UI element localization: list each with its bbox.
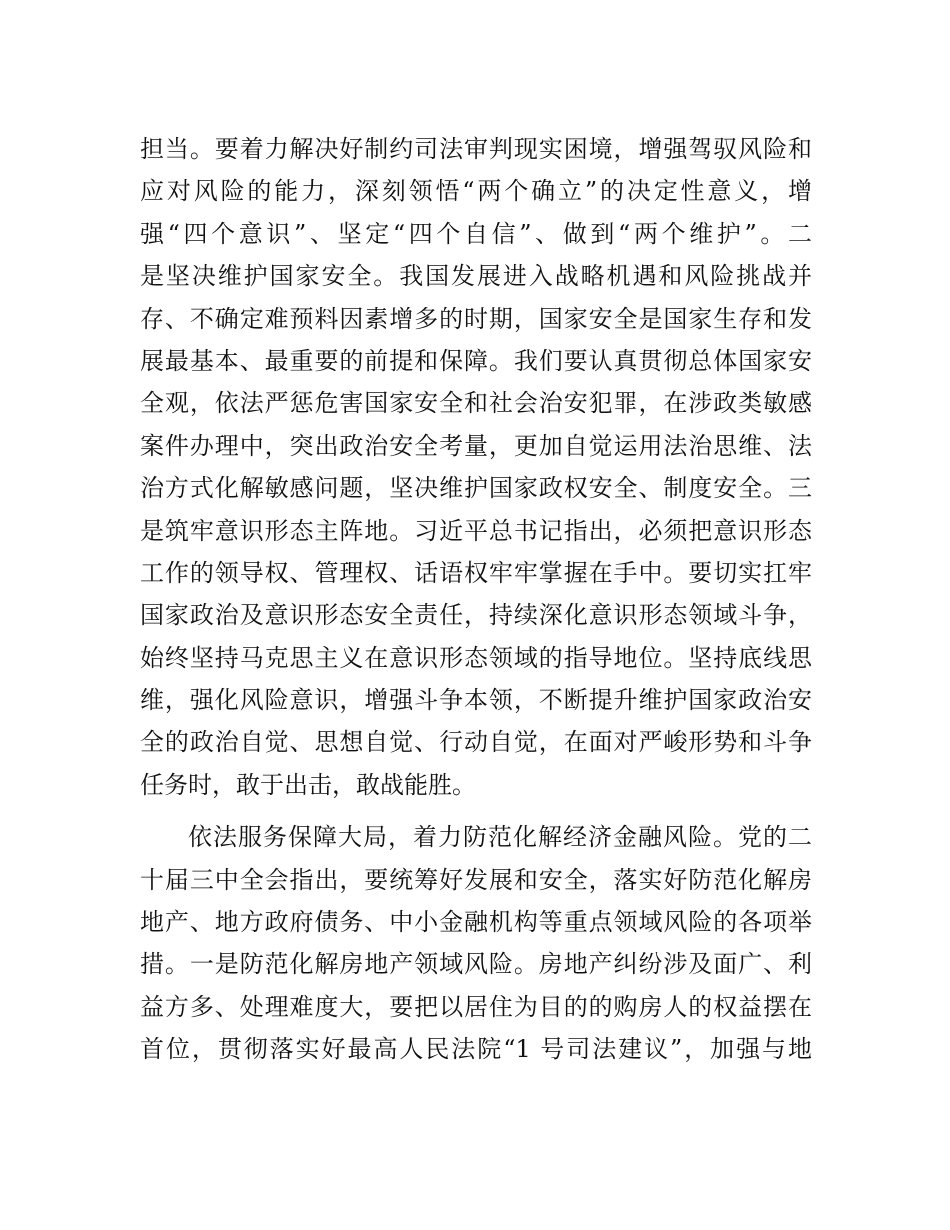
text-line: 十届三中全会指出，要统筹好发展和安全，落实好防范化解房: [140, 865, 812, 894]
text-line: 依法服务保障大局，着力防范化解经济金融风险。党的二: [188, 823, 812, 852]
text-line: 维，强化风险意识，增强斗争本领，不断提升维护国家政治安: [140, 686, 812, 715]
text-line: 是筑牢意识形态主阵地。习近平总书记指出，必须把意识形态: [140, 516, 812, 545]
text-line: 展最基本、最重要的前提和保障。我们要认真贯彻总体国家安: [140, 346, 812, 375]
document-body: [140, 128, 812, 1071]
text-line: 全的政治自觉、思想自觉、行动自觉，在面对严峻形势和斗争: [140, 728, 812, 757]
text-line: 始终坚持马克思主义在意识形态领域的指导地位。坚持底线思: [140, 643, 812, 672]
text-line: 案件办理中，突出政治安全考量，更加自觉运用法治思维、法: [140, 431, 812, 460]
text-line: 强“四个意识”、坚定“四个自信”、做到“两个维护”。二: [140, 219, 812, 248]
text-line: 应对风险的能力，深刻领悟“两个确立”的决定性意义，增: [140, 177, 812, 206]
text-line: 地产、地方政府债务、中小金融机构等重点领域风险的各项举: [140, 908, 812, 937]
text-line: 是坚决维护国家安全。我国发展进入战略机遇和风险挑战并: [140, 262, 812, 291]
paragraph: [140, 816, 812, 1070]
paragraph: [140, 128, 812, 806]
text-line: 任务时，敢于出击，敢战能胜。: [140, 770, 476, 799]
text-line: 存、不确定难预料因素增多的时期，国家安全是国家生存和发: [140, 304, 812, 333]
text-line: 全观，依法严惩危害国家安全和社会治安犯罪，在涉政类敏感: [140, 389, 812, 418]
text-line: 治方式化解敏感问题，坚决维护国家政权安全、制度安全。三: [140, 474, 812, 503]
text-line: 担当。要着力解决好制约司法审判现实困境，增强驾驭风险和: [140, 135, 812, 163]
text-line: 首位，贯彻落实好最高人民法院“1 号司法建议”，加强与地: [140, 1035, 812, 1064]
paragraph-spacing: [140, 806, 812, 816]
text-line: 措。一是防范化解房地产领域风险。房地产纠纷涉及面广、利: [140, 950, 812, 979]
text-line: 工作的领导权、管理权、话语权牢牢掌握在手中。要切实扛牢: [140, 558, 812, 587]
text-line: 国家政治及意识形态安全责任，持续深化意识形态领域斗争，: [140, 601, 812, 630]
text-line: 益方多、处理难度大，要把以居住为目的的购房人的权益摆在: [140, 992, 812, 1021]
